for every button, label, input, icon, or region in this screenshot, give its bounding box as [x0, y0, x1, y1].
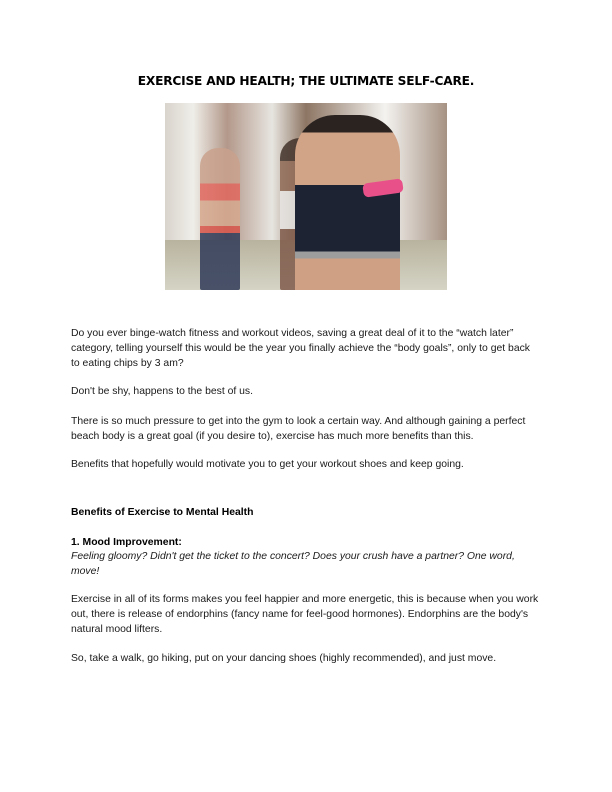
- intro-paragraph-2: Don't be shy, happens to the best of us.: [71, 386, 254, 397]
- document-title: EXERCISE AND HEALTH; THE ULTIMATE SELF-CARE.: [137, 74, 475, 88]
- intro-paragraph-1: Do you ever binge-watch fitness and workout videos, saving a great deal of it to the “watch later” category, telling yourself this would be the year you finally achieve the “body goals”, only to get back to eating chips by 3 am?: [71, 328, 530, 369]
- item-lead-mood-improvement: Feeling gloomy? Didn't get the ticket to the concert? Does your crush have a partner? One word, move!: [71, 551, 515, 577]
- intro-paragraph-3: There is so much pressure to get into the gym to look a certain way. And although gaining a perfect beach body is a great goal (if you desire to), exercise has much more benefits than this.: [71, 416, 526, 442]
- intro-paragraph-4: Benefits that hopefully would motivate you to get your workout shoes and keep going.: [71, 459, 464, 470]
- item-paragraph-1: Exercise in all of its forms makes you feel happier and more energetic, this is because when you work out, there is release of endorphins (fancy name for feel-good hormones). Endorphins are the body's natural mood lifters.: [71, 594, 539, 635]
- photo-figure-left: [200, 148, 240, 290]
- item-heading-mood-improvement: 1. Mood Improvement:: [71, 537, 182, 548]
- photo-figure-front: [295, 115, 400, 290]
- section-heading: Benefits of Exercise to Mental Health: [71, 507, 254, 518]
- item-paragraph-2: So, take a walk, go hiking, put on your dancing shoes (highly recommended), and just move.: [71, 653, 497, 664]
- hero-photo: [165, 103, 447, 290]
